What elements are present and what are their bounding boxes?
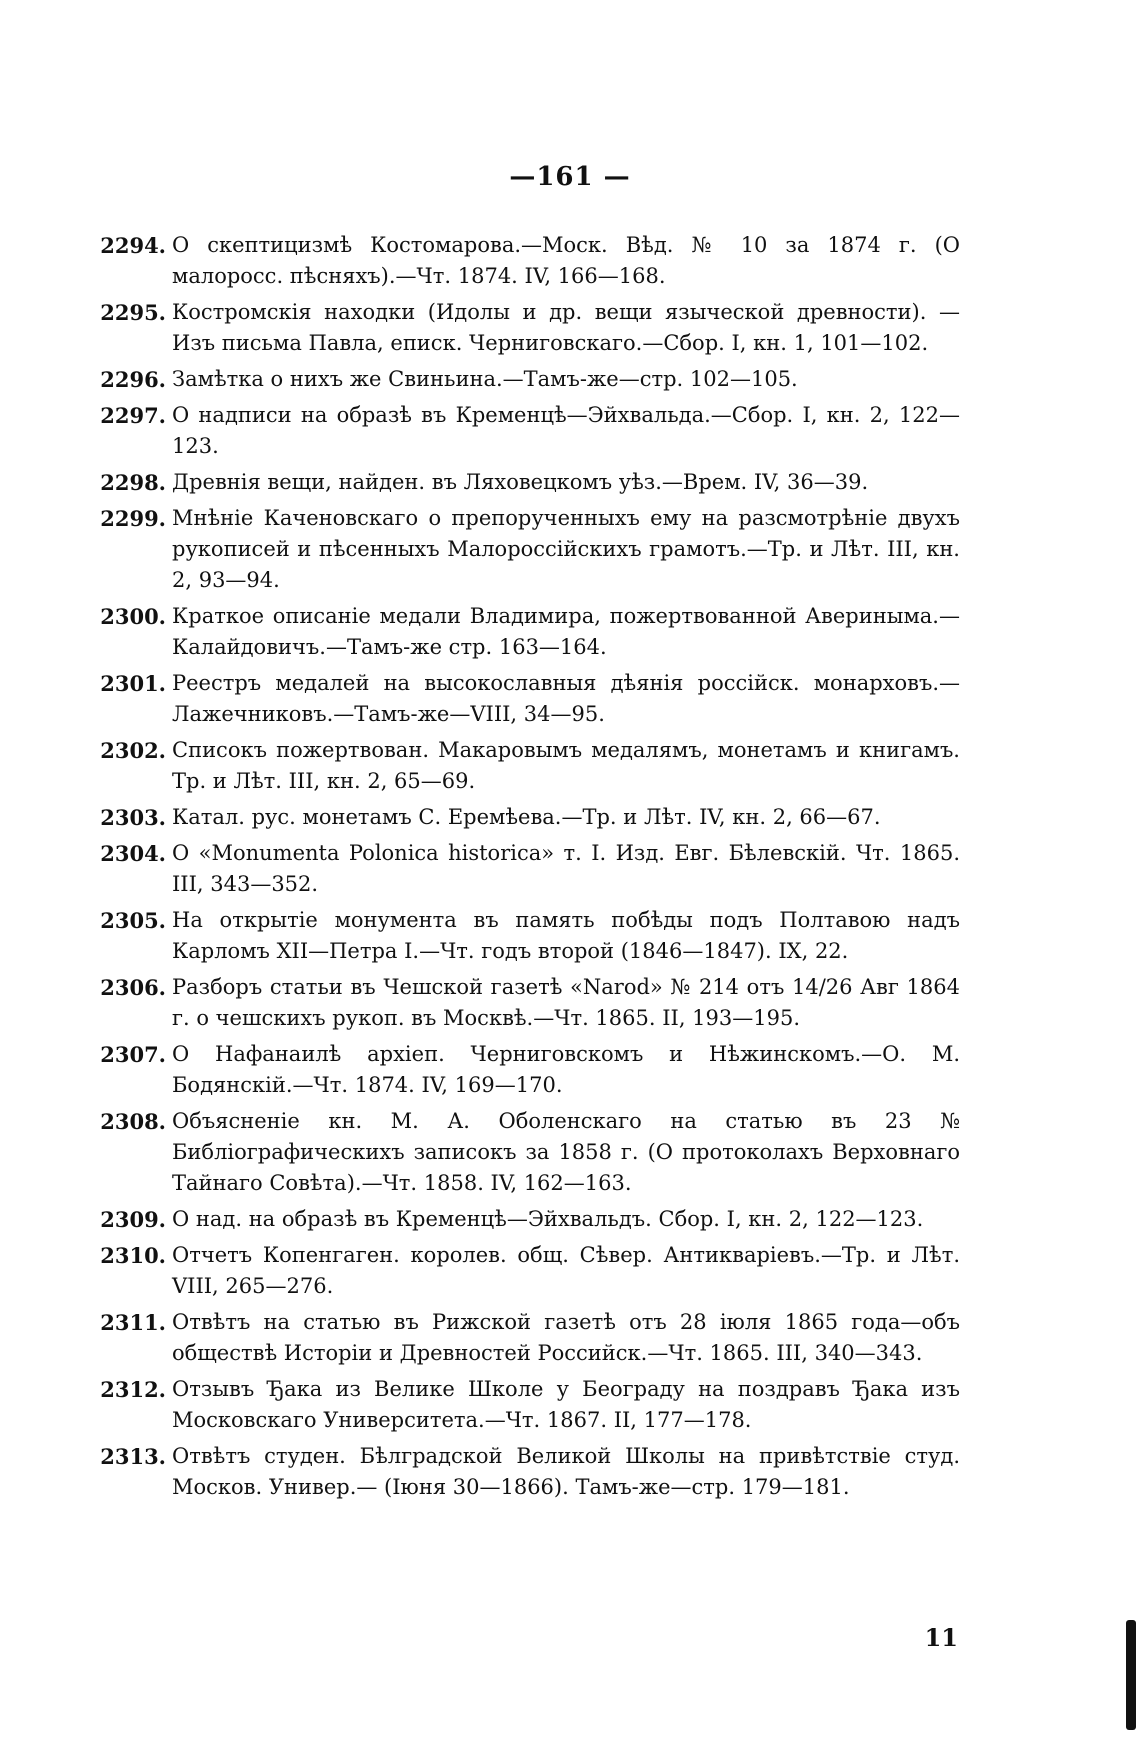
entry-text: Катал. рус. монетамъ С. Еремѣева.—Тр. и Лѣт. IV, кн. 2, 66—67. [172,805,881,829]
entry-number: 2309. [100,1207,166,1232]
entry-text: Древнія вещи, найден. въ Ляховецкомъ уѣз.—Врем. IV, 36—39. [172,470,869,494]
entry-text: Костромскія находки (Идолы и др. вещи языческой древности). — Изъ письма Павла, еписк. Черниговскаго.—Сбор. I, кн. 1, 101—102. [172,300,960,355]
entry-number: 2306. [100,975,166,1000]
bibliography-entry [80,1240,960,1302]
page-edge-mark [1126,1620,1136,1730]
entry-number: 2300. [100,604,166,629]
entry-text: Реестръ медалей на высокославныя дѣянія россійск. монарховъ.—Лажечниковъ.—Тамъ-же—VIII, 34—95. [172,671,960,726]
bibliography-entry [80,972,960,1034]
bibliography-entry [80,668,960,730]
entry-number: 2307. [100,1042,166,1067]
signature-mark: 11 [924,1623,958,1652]
entry-text: Списокъ пожертвован. Макаровымъ медалямъ, монетамъ и книгамъ. Тр. и Лѣт. III, кн. 2, 65—69. [172,738,960,793]
entry-number: 2310. [100,1243,166,1268]
entry-number: 2308. [100,1109,166,1134]
entry-number: 2297. [100,403,166,428]
entry-number: 2299. [100,506,166,531]
entry-number: 2311. [100,1310,166,1335]
entry-number: 2294. [100,233,166,258]
bibliography-entry [80,1106,960,1199]
bibliography-entry [80,601,960,663]
bibliography-entry [80,735,960,797]
bibliography-entry [80,1441,960,1503]
bibliography-entry [80,802,960,833]
page-number-header: —161 — [509,162,631,192]
bibliography-entry [80,1307,960,1369]
entry-number: 2301. [100,671,166,696]
entry-text: Замѣтка о нихъ же Свиньина.—Тамъ-же—стр. 102—105. [172,367,798,391]
bibliography-entry [80,467,960,498]
entry-text: Краткое описаніе медали Владимира, пожертвованной Авериныма.—Калайдовичъ.—Тамъ-же стр. 163—164. [172,604,960,659]
entry-text: О «Monumenta Polonica historica» т. I. Изд. Евг. Бѣлевскій. Чт. 1865. III, 343—352. [172,841,960,896]
entry-text: На открытіе монумента въ память побѣды подъ Полтавою надъ Карломъ XII—Петра I.—Чт. годъ второй (1846—1847). IX, 22. [172,908,960,963]
entry-number: 2304. [100,841,166,866]
entry-number: 2303. [100,805,166,830]
bibliography-entry [80,905,960,967]
entry-text: Отвѣтъ студен. Бѣлградской Великой Школы на привѣтствіе студ. Москов. Универ.— (Іюня 30—1866). Тамъ-же—стр. 179—181. [172,1444,960,1499]
entry-text: Отчетъ Копенгаген. королев. общ. Сѣвер. Антикваріевъ.—Тр. и Лѣт. VIII, 265—276. [172,1243,960,1298]
entry-text: Отзывъ Ђака из Велике Школе у Београду на поздравъ Ђака изъ Московскаго Университета.—Чт. 1867. II, 177—178. [172,1377,960,1432]
entry-text: О над. на образѣ въ Кременцѣ—Эйхвальдъ. Сбор. I, кн. 2, 122—123. [172,1207,924,1231]
entry-text: О надписи на образѣ въ Кременцѣ—Эйхвальда.—Сбор. I, кн. 2, 122—123. [172,403,960,458]
entry-text: О скептицизмѣ Костомарова.—Моск. Вѣд. № 10 за 1874 г. (О малоросс. пѣсняхъ).—Чт. 1874. IV, 166—168. [172,233,960,288]
bibliography-entry [80,503,960,596]
entry-text: Разборъ статьи въ Чешской газетѣ «Narod» № 214 отъ 14/26 Авг 1864 г. о чешскихъ рукоп. въ Москвѣ.—Чт. 1865. II, 193—195. [172,975,960,1030]
bibliography-list [80,230,960,1508]
entry-number: 2296. [100,367,166,392]
entry-number: 2305. [100,908,166,933]
bibliography-entry [80,297,960,359]
bibliography-entry [80,838,960,900]
entry-text: Отвѣтъ на статью въ Рижской газетѣ отъ 28 іюля 1865 года—объ обществѣ Исторіи и Древностей Российск.—Чт. 1865. III, 340—343. [172,1310,960,1365]
bibliography-entry [80,364,960,395]
entry-number: 2313. [100,1444,166,1469]
bibliography-entry [80,1204,960,1235]
entry-number: 2312. [100,1377,166,1402]
entry-number: 2298. [100,470,166,495]
bibliography-entry [80,1374,960,1436]
entry-text: Объясненіе кн. М. А. Оболенскаго на статью въ 23 № Библіографическихъ записокъ за 1858 г. (О протоколахъ Верховнаго Тайнаго Совѣта).—Чт. 1858. IV, 162—163. [172,1109,960,1195]
bibliography-entry [80,230,960,292]
entry-text: Мнѣніе Каченовскаго о препорученныхъ ему на разсмотрѣніе двухъ рукописей и пѣсенныхъ Малороссійскихъ грамотъ.—Тр. и Лѣт. III, кн. 2, 93—94. [172,506,960,592]
bibliography-entry [80,1039,960,1101]
entry-number: 2295. [100,300,166,325]
bibliography-entry [80,400,960,462]
entry-number: 2302. [100,738,166,763]
entry-text: О Нафанаилѣ архіеп. Черниговскомъ и Нѣжинскомъ.—О. М. Бодянскій.—Чт. 1874. IV, 169—170. [172,1042,960,1097]
